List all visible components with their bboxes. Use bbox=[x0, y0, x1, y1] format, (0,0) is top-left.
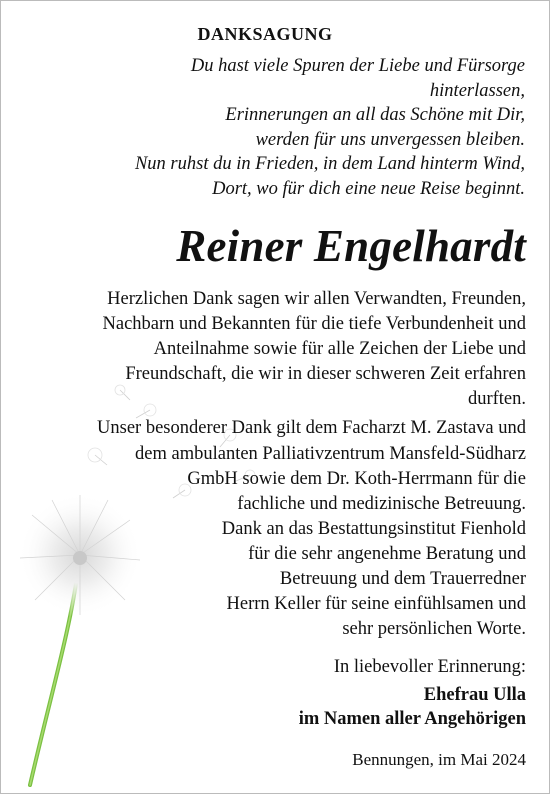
poem-line: Dort, wo für dich eine neue Reise beginnt. bbox=[212, 178, 525, 199]
thanks-text bbox=[97, 287, 526, 642]
special-thanks-line: Dank an das Bestattungsinstitut Fienhold bbox=[221, 518, 526, 539]
place-date: Bennungen, im Mai 2024 bbox=[352, 750, 526, 769]
thanks-line: Herzlichen Dank sagen wir allen Verwandten, Freunden, bbox=[107, 289, 526, 309]
thanks-line: Freundschaft, die wir in dieser schweren Zeit erfahren bbox=[125, 364, 526, 385]
thanks-line: durften. bbox=[467, 389, 526, 410]
thanks-line: Anteilnahme sowie für alle Zeichen der Liebe und bbox=[153, 339, 526, 360]
notice-heading: DANKSAGUNG bbox=[197, 24, 333, 44]
special-thanks-line: Unser besonderer Dank gilt dem Facharzt M. Zastava und bbox=[97, 418, 526, 439]
special-thanks-line: für die sehr angenehme Beratung und bbox=[248, 543, 526, 564]
signature-line: Ehefrau Ulla bbox=[423, 684, 526, 705]
special-thanks-line: Herrn Keller für seine einfühlsamen und bbox=[226, 594, 526, 615]
deceased-name: Reiner Engelhardt bbox=[176, 221, 526, 271]
poem-verse bbox=[135, 54, 525, 201]
closing-intro: In liebevoller Erinnerung: bbox=[333, 657, 526, 677]
special-thanks-line: fachliche und medizinische Betreuung. bbox=[237, 493, 526, 514]
signature-line: im Namen aller Angehörigen bbox=[298, 709, 526, 729]
poem-line: hinterlassen, bbox=[429, 80, 525, 101]
poem-line: Erinnerungen an all das Schöne mit Dir, bbox=[225, 105, 525, 125]
closing-block bbox=[299, 655, 526, 732]
special-thanks-line: Betreuung und dem Trauerredner bbox=[279, 569, 526, 590]
special-thanks-line: dem ambulanten Palliativzentrum Mansfeld-Südharz bbox=[135, 443, 526, 464]
poem-line: Du hast viele Spuren der Liebe und Fürsorge bbox=[190, 56, 525, 76]
special-thanks-line: sehr persönlichen Worte. bbox=[342, 619, 526, 640]
special-thanks-line: GmbH sowie dem Dr. Koth-Herrmann für die bbox=[187, 468, 526, 489]
poem-line: Nun ruhst du in Frieden, in dem Land hinterm Wind, bbox=[134, 154, 525, 174]
poem-line: werden für uns unvergessen bleiben. bbox=[255, 129, 525, 150]
thanks-line: Nachbarn und Bekannten für die tiefe Verbundenheit und bbox=[102, 314, 526, 335]
